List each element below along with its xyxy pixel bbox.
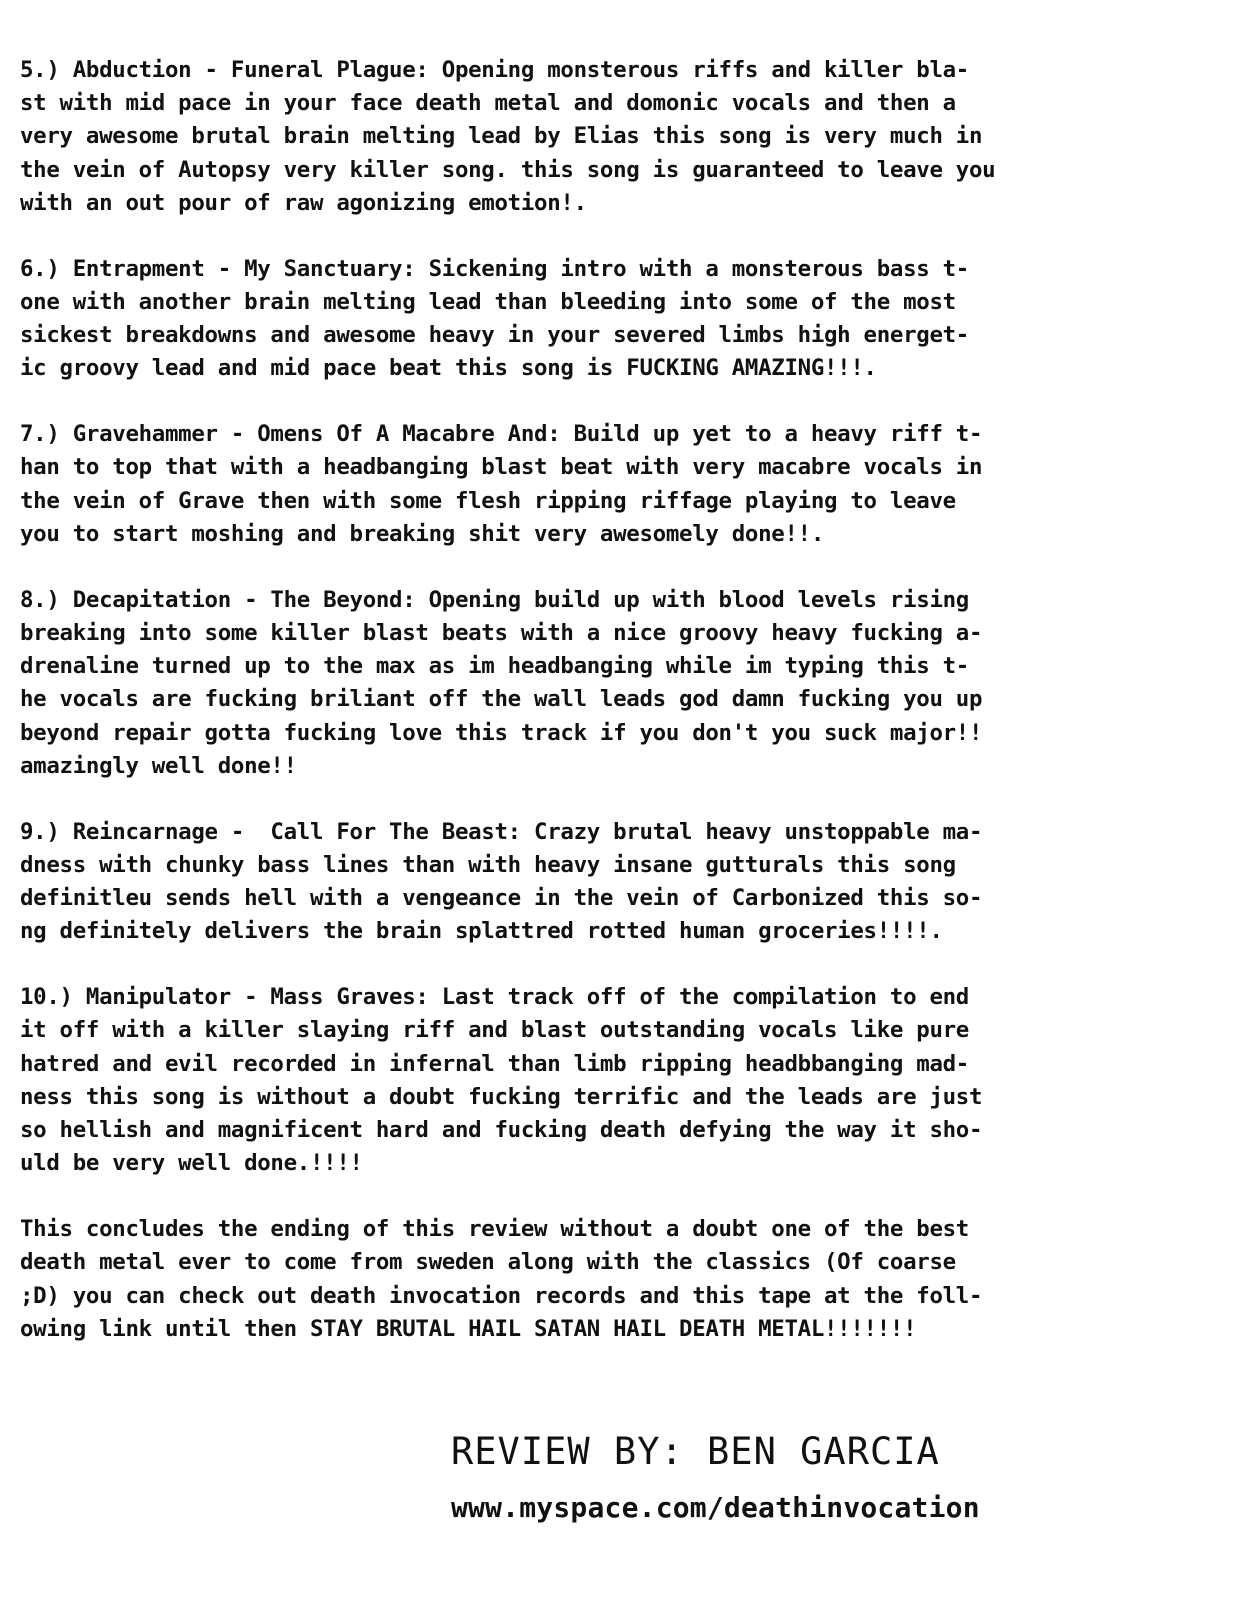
text-line: with an out pour of raw agonizing emotion!. — [20, 189, 587, 216]
text-line: ness this song is without a doubt fucking terrific and the leads are just — [20, 1083, 983, 1110]
text-line: ng definitely delivers the brain splattred rotted human groceries!!!!. — [20, 918, 943, 945]
review-signoff — [451, 1428, 980, 1526]
reviewer-credit: REVIEW BY: BEN GARCIA — [451, 1430, 940, 1473]
text-line: breaking into some killer blast beats with a nice groovy heavy fucking a- — [20, 620, 983, 647]
text-line: hatred and evil recorded in infernal than limb ripping headbbanging mad- — [20, 1050, 969, 1077]
text-line: 7.) Gravehammer - Omens Of A Macabre And: Build up yet to a heavy riff t- — [20, 421, 983, 448]
review-paragraph-track-6 — [20, 253, 1220, 386]
text-line: 8.) Decapitation - The Beyond: Opening build up with blood levels rising — [20, 586, 969, 613]
text-line: the vein of Grave then with some flesh ripping riffage playing to leave — [20, 487, 956, 514]
text-line: 9.) Reincarnage - Call For The Beast: Crazy brutal heavy unstoppable ma- — [20, 818, 983, 845]
review-body — [20, 54, 1220, 1379]
text-line: he vocals are fucking briliant off the wall leads god damn fucking you up — [20, 686, 983, 713]
review-paragraph-track-9 — [20, 816, 1220, 949]
review-paragraph-track-5 — [20, 54, 1220, 220]
text-line: so hellish and magnificent hard and fucking death defying the way it sho- — [20, 1117, 983, 1144]
text-line: This concludes the ending of this review without a doubt one of the best — [20, 1216, 969, 1243]
text-line: beyond repair gotta fucking love this track if you don't you suck major!! — [20, 719, 983, 746]
text-line: one with another brain melting lead than bleeding into some of the most — [20, 288, 956, 315]
text-line: it off with a killer slaying riff and blast outstanding vocals like pure — [20, 1017, 969, 1044]
text-line: st with mid pace in your face death metal and domonic vocals and then a — [20, 90, 956, 117]
text-line: 5.) Abduction - Funeral Plague: Opening monsterous riffs and killer bla- — [20, 57, 969, 83]
text-line: you to start moshing and breaking shit very awesomely done!!. — [20, 520, 824, 547]
label-url: www.myspace.com/deathinvocation — [451, 1491, 980, 1524]
text-line: death metal ever to come from sweden along with the classics (Of coarse — [20, 1249, 956, 1276]
text-line: definitleu sends hell with a vengeance in the vein of Carbonized this so- — [20, 885, 983, 912]
review-paragraph-track-10 — [20, 981, 1220, 1180]
text-line: amazingly well done!! — [20, 752, 297, 779]
text-line: sickest breakdowns and awesome heavy in your severed limbs high energet- — [20, 322, 969, 349]
text-line: the vein of Autopsy very killer song. this song is guaranteed to leave you — [20, 156, 996, 183]
review-paragraph-track-7 — [20, 418, 1220, 551]
review-conclusion — [20, 1213, 1220, 1346]
text-line: han to top that with a headbanging blast beat with very macabre vocals in — [20, 454, 983, 481]
text-line: uld be very well done.!!!! — [20, 1150, 363, 1177]
text-line: owing link until then STAY BRUTAL HAIL SATAN HAIL DEATH METAL!!!!!!! — [20, 1315, 917, 1342]
text-line: very awesome brutal brain melting lead by Elias this song is very much in — [20, 123, 983, 150]
text-line: dness with chunky bass lines than with heavy insane gutturals this song — [20, 851, 956, 878]
text-line: ic groovy lead and mid pace beat this song is FUCKING AMAZING!!!. — [20, 355, 877, 382]
text-line: 6.) Entrapment - My Sanctuary: Sickening intro with a monsterous bass t- — [20, 255, 969, 282]
text-line: drenaline turned up to the max as im headbanging while im typing this t- — [20, 653, 969, 680]
text-line: ;D) you can check out death invocation records and this tape at the foll- — [20, 1282, 983, 1309]
text-line: 10.) Manipulator - Mass Graves: Last track off of the compilation to end — [20, 984, 969, 1011]
review-paragraph-track-8 — [20, 584, 1220, 783]
